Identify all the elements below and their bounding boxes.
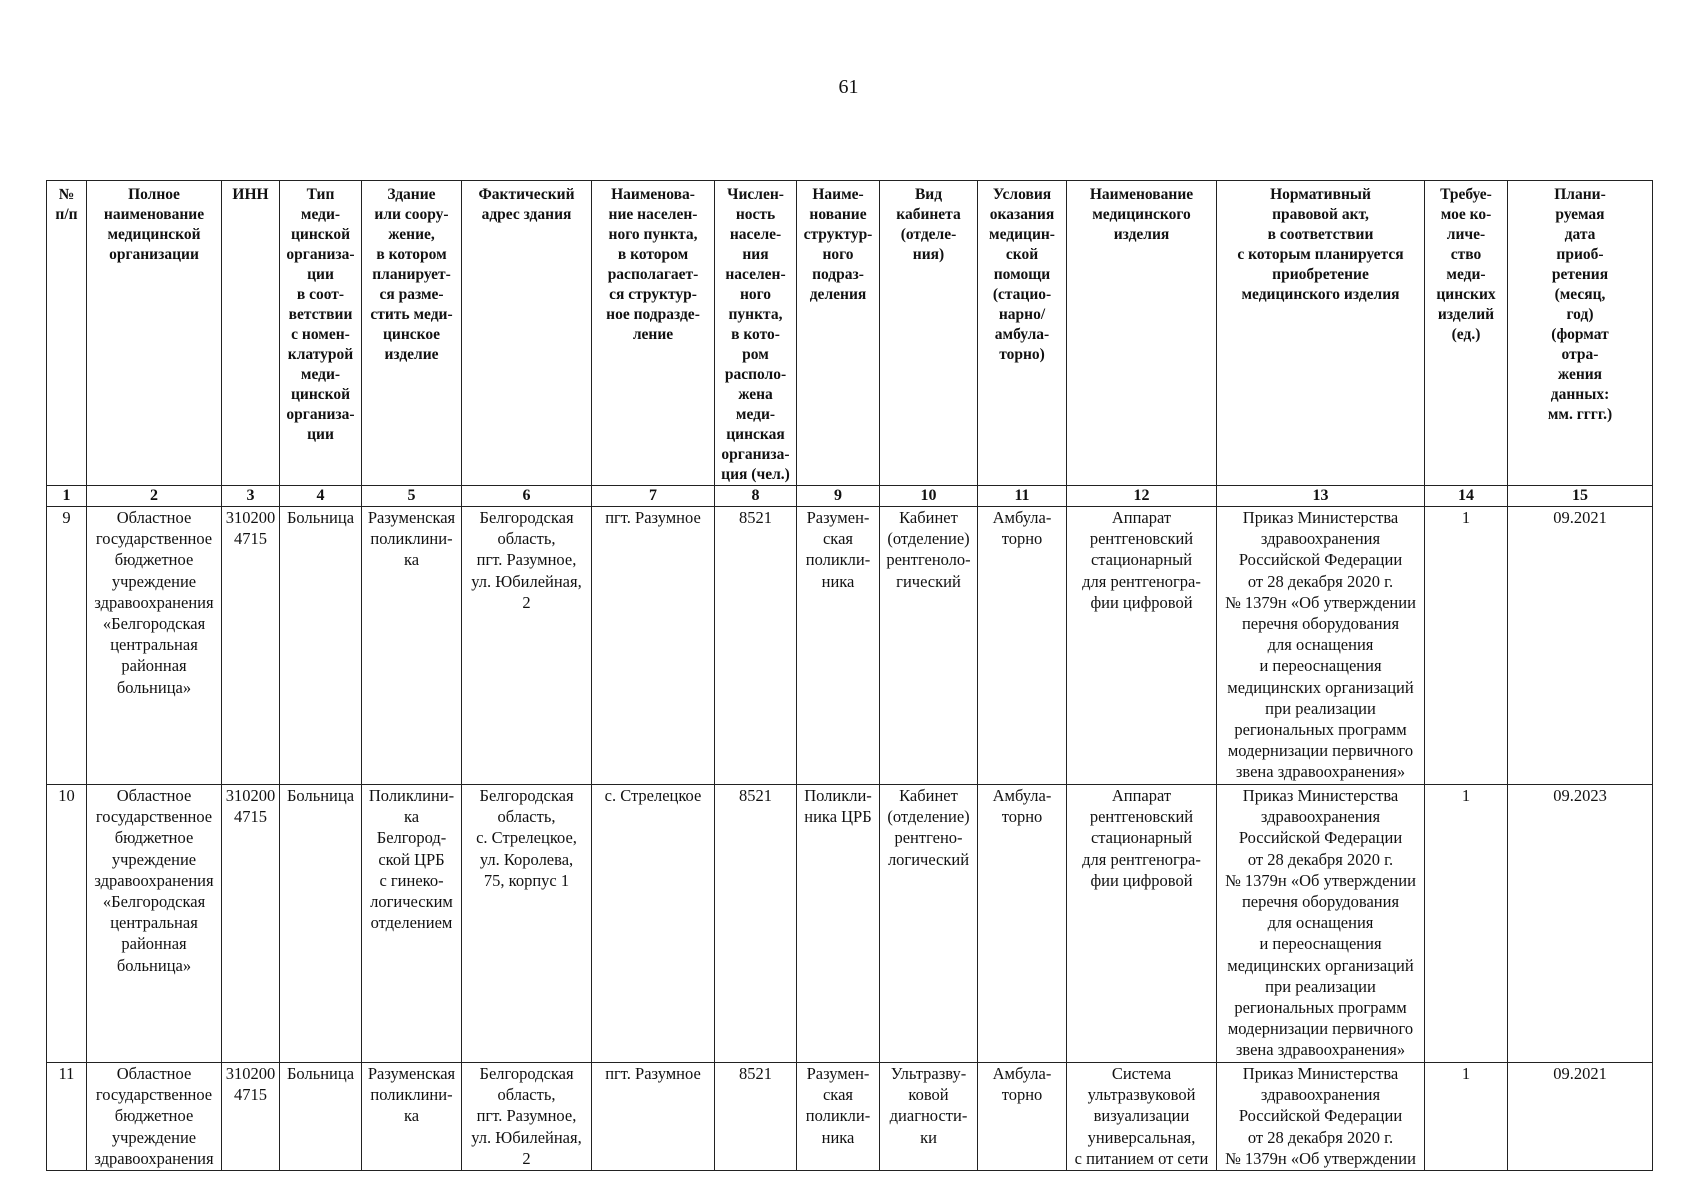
address: Белгородская область, пгт. Разумное, ул. Юбилейная, 2	[462, 507, 592, 785]
planned-date: 09.2021	[1508, 1063, 1653, 1171]
legal-act: Приказ Министерства здравоохранения Российской Федерации от 28 декабря 2020 г. № 1379н «Об утверждении перечня оборудования для оснащения и переоснащения медицинских организаций при реализации региональных программ модернизации первичного звена здравоохранения»	[1217, 785, 1425, 1063]
planned-date: 09.2021	[1508, 507, 1653, 785]
column-number: 6	[462, 486, 592, 507]
population: 8521	[715, 785, 797, 1063]
organization-type: Больница	[280, 785, 362, 1063]
header-cell: Наименование медицинского изделия	[1067, 181, 1217, 486]
organization-name: Областное государственное бюджетное учреждение здравоохранения	[87, 1063, 222, 1171]
population: 8521	[715, 507, 797, 785]
inn: 310200 4715	[222, 507, 280, 785]
building: Разуменская поликлини- ка	[362, 507, 462, 785]
header-cell: Здание или соору- жение, в котором планирует- ся разме- стить меди- цинское изделие	[362, 181, 462, 486]
column-number: 15	[1508, 486, 1653, 507]
header-cell: Фактический адрес здания	[462, 181, 592, 486]
inn: 310200 4715	[222, 1063, 280, 1171]
column-number: 14	[1425, 486, 1508, 507]
header-cell: Тип меди- цинской организа- ции в соот- ветствии с номен- клатурой меди- цинской организа- ции	[280, 181, 362, 486]
address: Белгородская область, пгт. Разумное, ул. Юбилейная, 2	[462, 1063, 592, 1171]
column-number: 8	[715, 486, 797, 507]
header-cell: Числен- ность населе- ния населен- ного пункта, в кото- ром располо- жена меди- цинская организа- ция (чел.)	[715, 181, 797, 486]
care-conditions: Амбула- торно	[978, 785, 1067, 1063]
address: Белгородская область, с. Стрелецкое, ул. Королева, 75, корпус 1	[462, 785, 592, 1063]
legal-act: Приказ Министерства здравоохранения Российской Федерации от 28 декабря 2020 г. № 1379н «Об утверждении перечня оборудования для оснащения и переоснащения медицинских организаций при реализации региональных программ модернизации первичного звена здравоохранения»	[1217, 507, 1425, 785]
column-number: 1	[47, 486, 87, 507]
table-row	[47, 785, 1653, 1063]
care-conditions: Амбула- торно	[978, 1063, 1067, 1171]
locality: пгт. Разумное	[592, 1063, 715, 1171]
row-number: 11	[47, 1063, 87, 1171]
table-row	[47, 1063, 1653, 1171]
header-cell: Плани- руемая дата приоб- ретения (месяц, год) (формат отра- жения данных: мм. гггг.)	[1508, 181, 1653, 486]
header-cell: Полное наименование медицинской организации	[87, 181, 222, 486]
cabinet-type: Кабинет (отделение) рентгено- логический	[880, 785, 978, 1063]
population: 8521	[715, 1063, 797, 1171]
row-number: 9	[47, 507, 87, 785]
building: Разуменская поликлини- ка	[362, 1063, 462, 1171]
care-conditions: Амбула- торно	[978, 507, 1067, 785]
column-number: 3	[222, 486, 280, 507]
header-cell: Наиме- нование структур- ного подраз- деления	[797, 181, 880, 486]
header-cell: Вид кабинета (отделе- ния)	[880, 181, 978, 486]
column-number: 7	[592, 486, 715, 507]
column-number: 11	[978, 486, 1067, 507]
column-number: 5	[362, 486, 462, 507]
table-row	[47, 507, 1653, 785]
header-cell: Условия оказания медицин- ской помощи (стацио- нарно/ амбула- торно)	[978, 181, 1067, 486]
organization-type: Больница	[280, 1063, 362, 1171]
quantity: 1	[1425, 1063, 1508, 1171]
quantity: 1	[1425, 785, 1508, 1063]
header-cell: Требуе- мое ко- личе- ство меди- цинских изделий (ед.)	[1425, 181, 1508, 486]
medical-device: Аппарат рентгеновский стационарный для рентгеногра- фии цифровой	[1067, 785, 1217, 1063]
locality: с. Стрелецкое	[592, 785, 715, 1063]
cabinet-type: Ультразву- ковой диагности- ки	[880, 1063, 978, 1171]
column-number: 10	[880, 486, 978, 507]
column-number: 12	[1067, 486, 1217, 507]
building: Поликлини- ка Белгород- ской ЦРБ с гинеко- логическим отделением	[362, 785, 462, 1063]
planned-date: 09.2023	[1508, 785, 1653, 1063]
column-number-row	[47, 486, 1653, 507]
header-cell: Нормативный правовой акт, в соответствии с которым планируется приобретение медицинского изделия	[1217, 181, 1425, 486]
header-cell: ИНН	[222, 181, 280, 486]
column-number: 9	[797, 486, 880, 507]
cabinet-type: Кабинет (отделение) рентгеноло- гический	[880, 507, 978, 785]
structural-unit: Поликли- ника ЦРБ	[797, 785, 880, 1063]
locality: пгт. Разумное	[592, 507, 715, 785]
column-number: 4	[280, 486, 362, 507]
organization-name: Областное государственное бюджетное учреждение здравоохранения «Белгородская центральная районная больница»	[87, 785, 222, 1063]
quantity: 1	[1425, 507, 1508, 785]
organization-type: Больница	[280, 507, 362, 785]
structural-unit: Разумен- ская поликли- ника	[797, 1063, 880, 1171]
medical-device: Система ультразвуковой визуализации универсальная, с питанием от сети	[1067, 1063, 1217, 1171]
column-number: 13	[1217, 486, 1425, 507]
organization-name: Областное государственное бюджетное учреждение здравоохранения «Белгородская центральная районная больница»	[87, 507, 222, 785]
equipment-plan-table	[46, 180, 1653, 1171]
row-number: 10	[47, 785, 87, 1063]
header-row	[47, 181, 1653, 486]
legal-act: Приказ Министерства здравоохранения Российской Федерации от 28 декабря 2020 г. № 1379н «Об утверждении	[1217, 1063, 1425, 1171]
column-number: 2	[87, 486, 222, 507]
structural-unit: Разумен- ская поликли- ника	[797, 507, 880, 785]
page-number: 61	[838, 76, 859, 98]
inn: 310200 4715	[222, 785, 280, 1063]
header-cell: № п/п	[47, 181, 87, 486]
medical-device: Аппарат рентгеновский стационарный для рентгеногра- фии цифровой	[1067, 507, 1217, 785]
header-cell: Наименова- ние населен- ного пункта, в котором располагает- ся структур- ное подразде- ление	[592, 181, 715, 486]
